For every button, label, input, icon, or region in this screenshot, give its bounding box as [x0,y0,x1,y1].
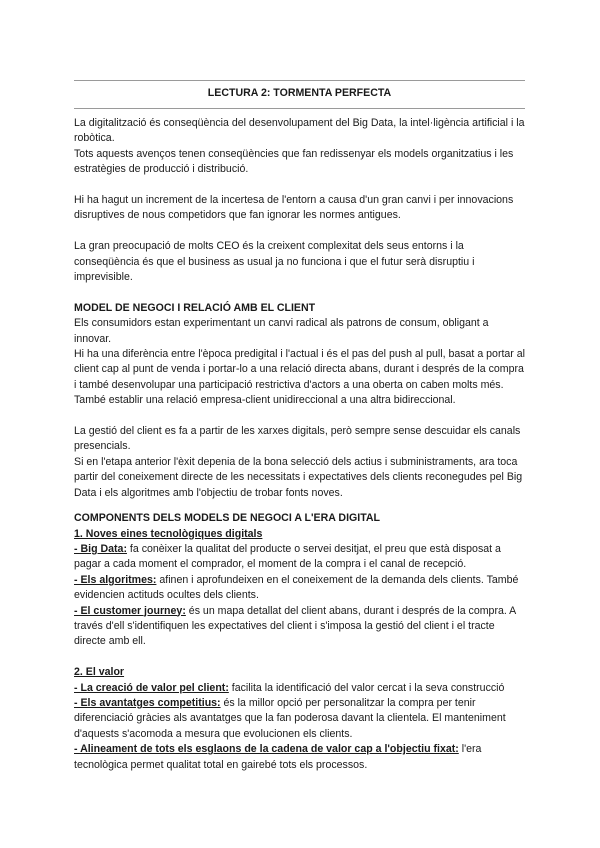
intro-paragraph-2: Tots aquests avenços tenen conseqüències que fan redissenyar els models organitzatius i les estratègies de producció i distribució. [74,147,514,176]
item-alineament [74,742,526,773]
paragraph-incertesa: Hi ha hagut un increment de la incertesa de l'entorn a causa d'un gran canvi i per innovacions disruptives de nous competidors que fan ignorar les normes antigues. [74,194,514,222]
model-paragraph-2: Hi ha una diferència entre l'època predigital i l'actual i és el pas del push al pull, basat a portar al client cap al punt de venda i portar-lo a una relació directa abans, durant i després de la compra i també desenvolupar una participació restrictiva d'actors a una oberta on caben molts més. També establir una relació empresa-client unidireccional a una altra bidireccional. [74,348,526,407]
text-alineament: l'era tecnològica permet qualitat total en gairebé tots els processos. [74,743,482,771]
text-customer-journey: és un mapa detallat del client abans, durant i després de la compra. A través d'ell s'identifiquen les expectatives del client i s'imposa la gestió del client i el tracte directe amb ell. [74,604,516,648]
intro-paragraph-1: La digitalització és conseqüència del desenvolupament del Big Data, la intel·ligència artificial i la robòtica. [74,117,525,145]
top-rule [74,80,525,81]
term-customer-journey: - El customer journey: [74,604,186,617]
term-creacio-valor: - La creació de valor pel client: [74,681,229,694]
model-paragraph-4: Si en l'etapa anterior l'èxit depenia de la bona selecció dels actius i subministraments, ara toca partir del coneixement directe de les necessitats i expectatives dels clients reconegudes pel Big Data i els algoritmes amb l'objectiu de trobar fonts noves. [74,455,523,499]
document-title: LECTURA 2: TORMENTA PERFECTA [207,87,392,99]
text-creacio-valor: facilita la identificació del valor cercat i la seva construcció [228,681,505,694]
item-algoritmes [74,573,526,604]
paragraph-ceo: La gran preocupació de molts CEO és la creixent complexitat dels seus entorns i la conseqüència és que el business as usual ja no funciona i que el futur serà disruptiu i imprevisible. [74,240,475,284]
title-rule [74,108,525,109]
text-avantatges: és la millor opció per personalitzar la compra per tenir diferenciació gràcies als avantatges que la fan poderosa davant la clientela. El manteniment d'aquests s'acomoda a mesura que evolucionen els clients. [74,696,506,740]
term-avantatges: - Els avantatges competitius: [74,696,221,709]
model-paragraph-1: Els consumidors estan experimentant un canvi radical als patrons de consum, obligant a innovar. [74,317,489,345]
item-customer-journey [74,604,526,650]
term-algoritmes: - Els algoritmes: [74,573,157,586]
subheading-eines: 1. Noves eines tecnològiques digitals [74,527,263,540]
subheading-valor: 2. El valor [74,666,125,679]
item-big-data [74,542,526,573]
document-body [74,116,526,773]
text-big-data: fa conèixer la qualitat del producte o servei desitjat, el preu que està disposat a pagar a cada moment el comprador, el moment de la compra i el canal de recepció. [74,542,501,571]
model-paragraph-3: La gestió del client es fa a partir de les xarxes digitals, però sempre sense descuidar els canals presencials. [74,425,521,453]
term-big-data: - Big Data: [74,542,127,555]
item-creacio-valor [74,681,526,696]
text-algoritmes: afinen i aprofundeixen en el coneixement de la demanda dels clients. També evidencien actituds ocultes dels clients. [74,573,519,602]
heading-model-negoci: MODEL DE NEGOCI I RELACIÓ AMB EL CLIENT [74,301,316,314]
term-alineament: - Alineament de tots els esglaons de la cadena de valor cap a l'objectiu fixat: [74,743,459,756]
item-avantatges [74,696,526,742]
heading-components: COMPONENTS DELS MODELS DE NEGOCI A L'ERA DIGITAL [74,512,381,525]
